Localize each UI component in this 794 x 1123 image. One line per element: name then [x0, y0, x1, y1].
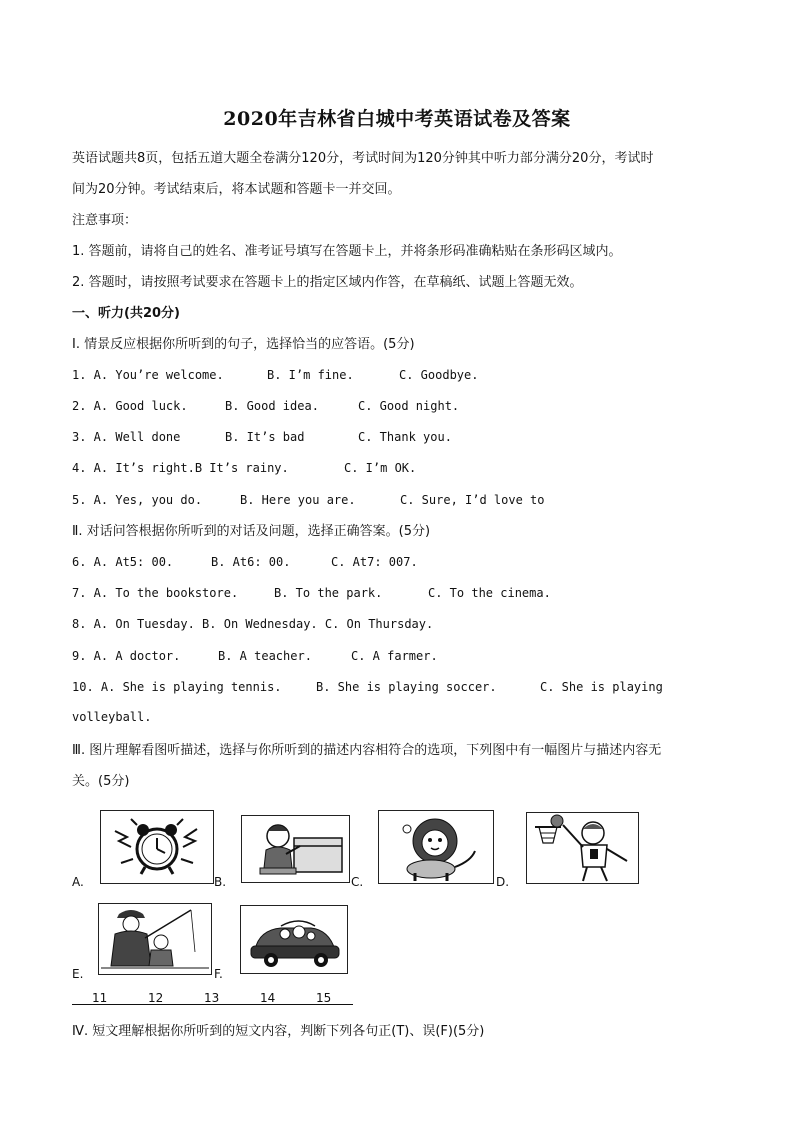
option-b: B. She is playing soccer.: [316, 680, 497, 694]
option-a: 10. A. She is playing tennis.: [72, 680, 282, 694]
option-b: B. It’s bad: [225, 430, 305, 444]
option-b: B. A teacher.: [218, 649, 312, 663]
picture-label-c: C.: [351, 875, 364, 889]
part-3-heading-line-2: 关。(5分): [72, 774, 130, 789]
picture-label-d: D.: [496, 875, 510, 889]
option-c: C. She is playing: [540, 680, 663, 694]
answer-number-14: 14: [260, 991, 276, 1005]
option-c: C. A farmer.: [351, 649, 438, 663]
answer-number-13: 13: [204, 991, 220, 1005]
option-b: B. To the park.: [274, 586, 383, 600]
question-5: [72, 493, 545, 507]
part-1-heading: Ⅰ. 情景反应根据你所听到的句子，选择恰当的应答语。(5分): [72, 337, 415, 352]
family-in-car-picture: [240, 905, 348, 974]
part-2-heading: Ⅱ. 对话问答根据你所听到的对话及问题，选择正确答案。(5分): [72, 524, 431, 539]
part-3-heading-line-1: Ⅲ. 图片理解看图听描述，选择与你所听到的描述内容相符合的选项，下列图中有一幅图片与描述内容无: [72, 743, 662, 758]
option-c: C. Goodbye.: [399, 368, 479, 382]
question-1: [72, 368, 478, 382]
notes-title: 注意事项：: [72, 213, 138, 228]
option-c: C. At7: 007.: [331, 555, 418, 569]
option-a: 4. A. It’s right.B It’s rainy.: [72, 461, 289, 475]
page-title: 2020年吉林省白城中考英语试卷及答案: [223, 108, 571, 130]
question-2: [72, 399, 459, 413]
question-4: [72, 461, 416, 475]
intro-line-1: 英语试题共8页，包括五道大题全卷满分120分，考试时间为120分钟其中听力部分满分20分，考试时: [72, 151, 654, 166]
lion-picture: [378, 810, 494, 884]
boy-playing-piano-picture: [241, 815, 350, 883]
answer-number-11: 11: [92, 991, 108, 1005]
intro-line-2: 间为20分钟。考试结束后，将本试题和答题卡一并交回。: [72, 182, 401, 197]
boy-playing-basketball-picture: [526, 812, 639, 884]
option-a: 3. A. Well done: [72, 430, 181, 444]
option-a: 6. A. At5: 00.: [72, 555, 174, 569]
question-7: [72, 586, 551, 600]
note-2: 2. 答题时，请按照考试要求在答题卡上的指定区域内作答，在草稿纸、试题上答题无效。: [72, 275, 583, 290]
answer-number-15: 15: [316, 991, 332, 1005]
option-b: B. I’m fine.: [267, 368, 354, 382]
picture-label-f: F.: [214, 967, 223, 981]
option-a: 5. A. Yes, you do.: [72, 493, 203, 507]
question-9: [72, 649, 438, 663]
option-a: 7. A. To the bookstore.: [72, 586, 239, 600]
option-c: C. Thank you.: [358, 430, 452, 444]
answer-line: [72, 1004, 353, 1005]
option-b: B. Good idea.: [225, 399, 319, 413]
part-4-heading: Ⅳ. 短文理解根据你所听到的短文内容，判断下列各句正(T)、误(F)(5分): [72, 1024, 485, 1039]
section-1-heading: 一、听力(共20分): [72, 306, 180, 321]
question-3: [72, 430, 452, 444]
option-c: C. Sure, I’d love to: [400, 493, 545, 507]
option-b: B. Here you are.: [240, 493, 356, 507]
note-1: 1. 答题前，请将自己的姓名、准考证号填写在答题卡上，并将条形码准确粘贴在条形码区域内。: [72, 244, 622, 259]
option-c: C. To the cinema.: [428, 586, 551, 600]
answer-number-12: 12: [148, 991, 164, 1005]
option-b: B. At6: 00.: [211, 555, 291, 569]
picture-label-b: B.: [214, 875, 227, 889]
option-a: 1. A. You’re welcome.: [72, 368, 224, 382]
picture-label-e: E.: [72, 967, 84, 981]
question-6: [72, 555, 418, 569]
question-10-continued: volleyball.: [72, 710, 152, 724]
alarm-clock-picture: [100, 810, 214, 884]
picture-label-a: A.: [72, 875, 84, 889]
option-a: 9. A. A doctor.: [72, 649, 181, 663]
man-and-child-fishing-picture: [98, 903, 212, 975]
option-c: C. I’m OK.: [344, 461, 417, 475]
option-abc: 8. A. On Tuesday. B. On Wednesday. C. On Thursday.: [72, 617, 434, 631]
option-a: 2. A. Good luck.: [72, 399, 188, 413]
question-10: [72, 680, 663, 694]
option-c: C. Good night.: [358, 399, 460, 413]
question-8: [72, 617, 433, 631]
